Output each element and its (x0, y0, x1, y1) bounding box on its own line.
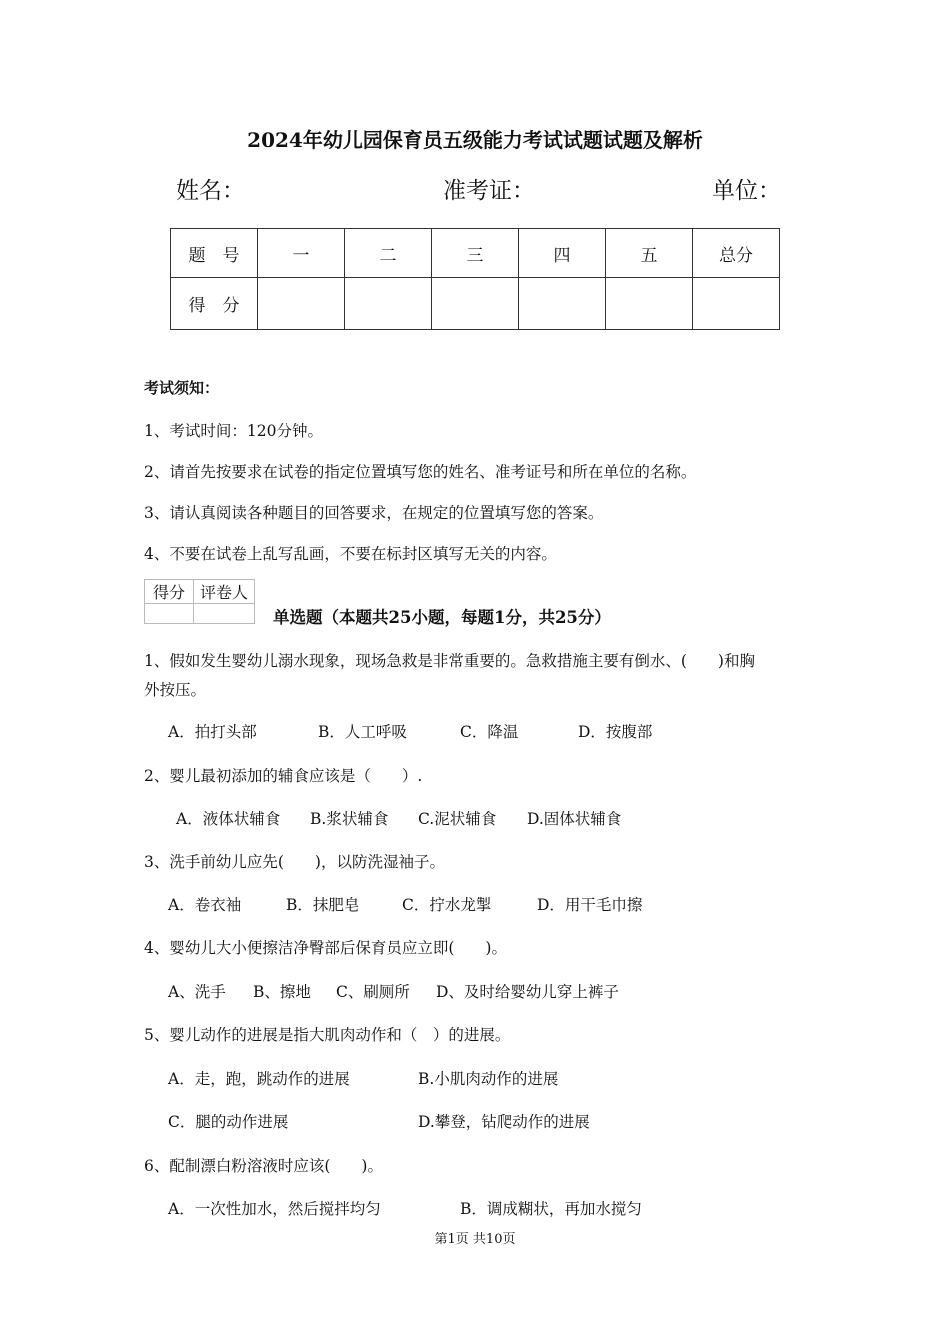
option-a[interactable]: A．走，跑，跳动作的进展 (168, 1070, 350, 1088)
grader-box (144, 579, 255, 624)
notice-item: 3、请认真阅读各种题目的回答要求，在规定的位置填写您的答案。 (144, 504, 604, 522)
option-c[interactable]: C．腿的动作进展 (168, 1113, 289, 1131)
option-d[interactable]: D.固体状辅食 (527, 810, 622, 828)
grader-name-cell[interactable] (194, 604, 255, 624)
option-d[interactable]: D、及时给婴幼儿穿上裤子 (436, 983, 619, 1001)
page-title: 2024年幼儿园保育员五级能力考试试题试题及解析 (247, 128, 703, 152)
grader-score-label: 得分 (145, 580, 194, 604)
option-b[interactable]: B．调成糊状，再加水搅匀 (460, 1200, 642, 1218)
question-3-text: 3、洗手前幼儿应先( )，以防洗湿袖子。 (144, 853, 445, 871)
question-5-text: 5、婴儿动作的进展是指大肌肉动作和（ ）的进展。 (144, 1026, 511, 1044)
question-2-text: 2、婴儿最初添加的辅食应该是（ ）. (144, 767, 423, 785)
score-table-cell: 四 (519, 229, 606, 278)
exam-id-field-label: 准考证： (443, 178, 535, 204)
option-b[interactable]: B．人工呼吸 (318, 723, 407, 741)
grader-score-cell[interactable] (145, 604, 194, 624)
question-4-text: 4、婴幼儿大小便擦洁净臀部后保育员应立即( )。 (144, 939, 507, 957)
option-a[interactable]: A．拍打头部 (168, 723, 257, 741)
notice-item: 4、不要在试卷上乱写乱画，不要在标封区填写无关的内容。 (144, 545, 557, 563)
score-table-score-row (171, 278, 780, 330)
question-1-text-cont: 外按压。 (144, 681, 207, 699)
option-a[interactable]: A．卷衣袖 (168, 896, 242, 914)
section-title: 单选题（本题共25小题，每题1分，共25分） (273, 608, 611, 627)
option-a[interactable]: A．一次性加水，然后搅拌均匀 (168, 1200, 381, 1218)
grader-name-label: 评卷人 (194, 580, 255, 604)
option-d[interactable]: D．按腹部 (578, 723, 653, 741)
option-b[interactable]: B.浆状辅食 (310, 810, 389, 828)
score-table-cell: 二 (345, 229, 432, 278)
question-6-text: 6、配制漂白粉溶液时应该( )。 (144, 1157, 383, 1175)
score-input-cell[interactable] (258, 278, 345, 330)
option-b[interactable]: B、擦地 (253, 983, 311, 1001)
option-c[interactable]: C．拧水龙掣 (402, 896, 492, 914)
page-footer: 第1页 共10页 (434, 1232, 516, 1247)
option-c[interactable]: C、刷厕所 (336, 983, 410, 1001)
option-d[interactable]: D.攀登，钻爬动作的进展 (418, 1113, 590, 1131)
option-c[interactable]: C.泥状辅食 (418, 810, 497, 828)
option-d[interactable]: D．用干毛巾擦 (537, 896, 643, 914)
score-table (170, 228, 780, 330)
score-input-cell[interactable] (606, 278, 693, 330)
score-input-cell[interactable] (432, 278, 519, 330)
score-input-cell[interactable] (345, 278, 432, 330)
score-table-cell: 三 (432, 229, 519, 278)
unit-field-label: 单位： (712, 178, 781, 204)
option-c[interactable]: C．降温 (460, 723, 519, 741)
score-table-cell: 五 (606, 229, 693, 278)
name-field-label: 姓名： (176, 178, 245, 204)
score-row-label: 得 分 (171, 278, 258, 330)
score-table-cell: 题 号 (171, 229, 258, 278)
score-table-cell: 总分 (693, 229, 780, 278)
score-input-cell[interactable] (693, 278, 780, 330)
score-table-cell: 一 (258, 229, 345, 278)
notice-item: 2、请首先按要求在试卷的指定位置填写您的姓名、准考证号和所在单位的名称。 (144, 463, 697, 481)
option-a[interactable]: A、洗手 (168, 983, 226, 1001)
question-1-text: 1、假如发生婴幼儿溺水现象，现场急救是非常重要的。急救措施主要有倒水、( )和胸 (144, 652, 755, 670)
score-table-header-row (171, 229, 780, 278)
option-b[interactable]: B．抹肥皂 (286, 896, 360, 914)
option-b[interactable]: B.小肌肉动作的进展 (418, 1070, 559, 1088)
score-input-cell[interactable] (519, 278, 606, 330)
option-a[interactable]: A．液体状辅食 (176, 810, 281, 828)
notice-item: 1、考试时间：120分钟。 (144, 422, 323, 440)
notice-title: 考试须知： (144, 379, 220, 397)
